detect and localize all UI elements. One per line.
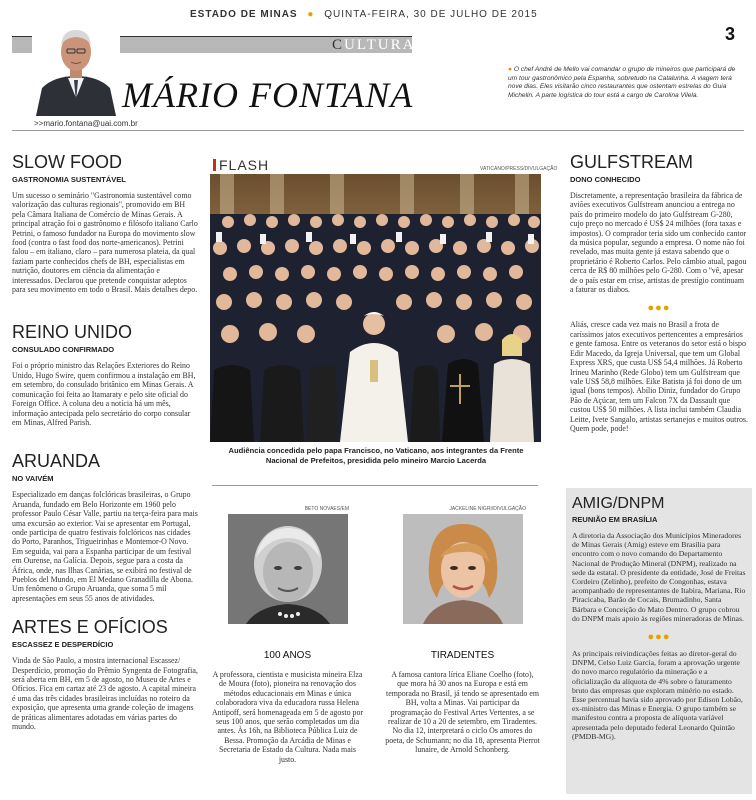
masthead-line [190, 9, 538, 20]
flash-caption: Audiência concedida pelo papa Francisco, no Vaticano, aos integrantes da Frente Nacional de Prefeitos, presidida pelo mineiro Marcio Lacerda [228, 446, 524, 465]
story-photo-eliane [403, 514, 523, 624]
section-initial: C [332, 37, 345, 53]
caption-bullet: ● [508, 66, 512, 73]
story-tiradentes [385, 506, 540, 755]
flash-photo-credit: VATICANO/PRESS/DIVULGAÇÃO [480, 166, 558, 172]
story-photo-elza [228, 514, 348, 624]
story-title: GULFSTREAM [570, 152, 694, 172]
caption-text: O chef André de Mello vai comandar o grupo de mineiros que participará de um tour gastronômico pela Espanha, sobretudo na Catalunha. A viagem terá nove dias. Eles visitarão cinco restaurantes que ostentam estrelas do Guia Michelin. A parte logística do tour está a cargo de Carolina Vilela. [508, 66, 736, 99]
story-body: Discretamente, a representação brasileira da fábrica de aviões executivos Gulfstream anunciou a entrega no país do primeiro modelo do jato Gulfstream G-280, cujo preço no mercado é US$ 24 milhões (fora taxas e impostos). O comprador teria sido um conhecido cantor da música popular, segundo a empresa. O nome não foi revelado, mas muita gente já estava sabendo que o proprietário é Roberto Carlos. Pelo câmbio atual, pagou cerca de R$ 80 milhões pelo G-280. Com o ''vê, apesar de o país estar em crise, artistas de prestígio continuam a faturar os diabos. [570, 191, 747, 295]
story-body: Um sucesso o seminário "Gastronomia sustentável como valorização das culturas regionais", promovido em BH pela Câmara Italiana de Comércio de Minas Gerais. A principal atração foi o gastrônomo e filósofo italiano Carlo Petrini, o famoso fundador na Europa do movimento slow food (contra o fast food dos norte-americanos). Petrini falou – em italiano, claro – para numerosa plateia, da qual faziam parte conhecidos chefs de BH, especialistas em nutrição, doutores em ciência da alimentação e interessados. Declarou que pretende conquistar adeptos para seu movimento em todo o Brasil. Mais detalhes depo. [12, 191, 198, 295]
center-divider [212, 485, 538, 486]
photo-credit: JACKELINE NIGRI/DIVULGAÇÃO [449, 506, 526, 512]
story-artes-oficios [12, 617, 200, 731]
page-number: 3 [725, 24, 736, 44]
right-column [570, 152, 748, 433]
story-body: Vinda de São Paulo, a mostra internacional Escassez/ Desperdício, promoção do Prêmio Syngenta de Fotografia, será aberta em BH, em 5 de agosto, no Museu de Artes e Ofícios. Fica em cartaz até 23 de agosto. A capital mineira é uma das três cidades brasileiras incluídas no roteiro da exposição, que apresenta uma grande coleção de imagens de práticas alimentares adotadas em várias partes do mundo. [12, 656, 198, 732]
photo-credit: BETO NOVAES/EM [304, 506, 349, 512]
story-reino-unido [12, 322, 200, 427]
story-body: Foi o próprio ministro das Relações Exteriores do Reino Unido, Hugo Swire, quem confirmou a instalação em BH, em setembro, do consulado britânico em Minas Gerais. A comunicação foi feita ao Itamaraty e pelo site oficial do Foreign Office. A coluna deu a notícia há um mês, informação antecipada pelo secretário do corpo consular em Minas, Alfred Parish. [12, 361, 196, 427]
story-slow-food [12, 152, 200, 294]
top-photo-caption [508, 66, 744, 100]
story-aruanda [12, 451, 200, 603]
story-subtitle: REUNIÃO EM BRASÍLIA [572, 515, 658, 524]
left-column [12, 152, 200, 731]
story-body: Especializado em danças folclóricas brasileiras, o Grupo Aruanda, fundado em Belo Horizonte em 1960 pelo professor Paulo César Valle, partiu na terça-feira para mais uma excursão ao exterior. Vai se apresentar em Portugal, onde participa de quatro festivais folclóricos nas cidades do Porto, Paranhos, Trigueirinhas e Montemor-O Novo. Em seguida, vai para a Espanha participar de um festival em Ourense, na Galícia. Depois, segue para a costa da África, onde, nas Ilhas Canárias, se exibirá no festival de Pueblos del Mundo, em El Medano Granadilla de Abona. Um fenômeno o Grupo Aruanda, que soma 5 mil apresentações em seus 55 anos de atividades. [12, 490, 198, 603]
section-rest: ULTURA [344, 37, 416, 53]
story-subtitle: CONSULADO CONFIRMADO [12, 345, 115, 355]
story-title: ARTES E OFÍCIOS [12, 617, 168, 638]
columnist-email[interactable]: >>mario.fontana@uai.com.br [34, 119, 138, 128]
header-rule [12, 130, 744, 131]
story-title: AMIG/DNPM [572, 495, 665, 512]
flash-title-text: FLASH [219, 157, 270, 173]
story-body: A famosa cantora lírica Eliane Coelho (foto), que mora há 30 anos na Europa e está em temporada no Brasil, já tendo se apresentado em BH, volta a Minas. Vai participar da programação do Festival Artes Vertentes, a se realizar de 10 a 20 de setembro, em Tiradentes. No dia 12, interpretará o ciclo Os amores do poeta, de Schumann; no dia 18, apresenta Pierrot lunaire, de Arnold Schonberg. [385, 670, 540, 755]
masthead-separator: ● [307, 9, 315, 20]
issue-date: QUINTA-FEIRA, 30 DE JULHO DE 2015 [324, 9, 538, 20]
story-body-continued: Aliás, cresce cada vez mais no Brasil a frota de caríssimos jatos executivos pertencentes a empresários e gente famosa. Entre os veteranos do setor está o bispo Edir Macedo, da Igreja Universal, que tem um Global Express XRS, que custa US$ 54,4 milhões. Já Roberto Irineu Marinho (Rede Globo) tem um Gulfstream que vale US$ 58,8 milhões. Eike Batista já foi dono de um igual (bons tempos). Abílio Diniz, fundador do Grupo Pão de Açúcar, tem um Falcon 7X da Dassault que custou US$ 50 milhões. A lista inclui também Claudia Leitte, Ivete Sangalo, artistas sertanejos e muitos outros. Quem pode, pode! [570, 320, 748, 433]
newspaper-name: ESTADO DE MINAS [190, 9, 298, 20]
story-100-anos [210, 506, 365, 764]
story-gulfstream [570, 152, 748, 433]
divider-dots: ●●● [647, 631, 671, 644]
story-title: TIRADENTES [430, 650, 495, 661]
story-subtitle: ESCASSEZ E DESPERDÍCIO [12, 640, 114, 650]
story-body-continued: As principais reivindicações feitas ao diretor-geral do DNPM, Celso Luiz Garcia, foram a aprovação urgente do novo marco regulatório da mineração e a oficialização da alíquota de 4% sobre o faturamento bruto das empresas que exploram minério no estado. Esse percentual havia sido aprovado por Edison Lobão, ex-ministro das Minas e Energia. O grupo também se manifestou contra a proposta de alíquota variável apresentada pelo deputado federal Leonardo Quintão (PMDB-MG). [572, 649, 743, 741]
amig-box [566, 488, 752, 794]
story-subtitle: GASTRONOMIA SUSTENTÁVEL [12, 175, 126, 184]
flash-title [213, 157, 269, 173]
story-title: ARUANDA [12, 451, 101, 472]
story-title: SLOW FOOD [12, 152, 123, 172]
columnist-portrait [32, 18, 120, 116]
story-body: A diretoria da Associação dos Municípios Mineradores de Minas Gerais (Amig) esteve em Brasília para encontro com o novo comando do Departamento Nacional de Produção Mineral (DNPM), realizado na sede da estatal. O presidente da entidade, José de Freitas Cordeiro (Zelinho), prefeito de Congonhas, estava acompanhado de representantes de Itabira, Mariana, Rio Piracicaba, Barão de Cocais, Brumadinho, Santa Bárbara e Conceição do Mato Dentro. O grupo cobrou do DNPM mais apoio às regiões mineradoras de Minas. [572, 531, 746, 623]
flash-accent-bar [213, 159, 216, 171]
story-subtitle: DONO CONHECIDO [570, 175, 641, 184]
story-title: REINO UNIDO [12, 322, 133, 343]
flash-photo [210, 174, 541, 442]
section-name [332, 37, 415, 54]
columnist-name: MÁRIO FONTANA [122, 75, 414, 115]
story-subtitle: NO VAIVÉM [12, 474, 54, 484]
divider-dots: ●●● [647, 302, 671, 315]
story-title: 100 ANOS [263, 650, 312, 661]
story-body: A professora, cientista e musicista mineira Elza de Moura (foto), pioneira na renovação dos métodos educacionais em Minas e única colaboradora viva da educadora russa Helena Antipoff, será homenageada em 5 de agosto por seus 100 anos, que serão completados um dia antes. Às 16h, na Biblioteca Pública Luiz de Bessa. Promoção da Arcádia de Minas e Secretaria de Estado da Cultura. Nada mais justo. [211, 670, 364, 764]
